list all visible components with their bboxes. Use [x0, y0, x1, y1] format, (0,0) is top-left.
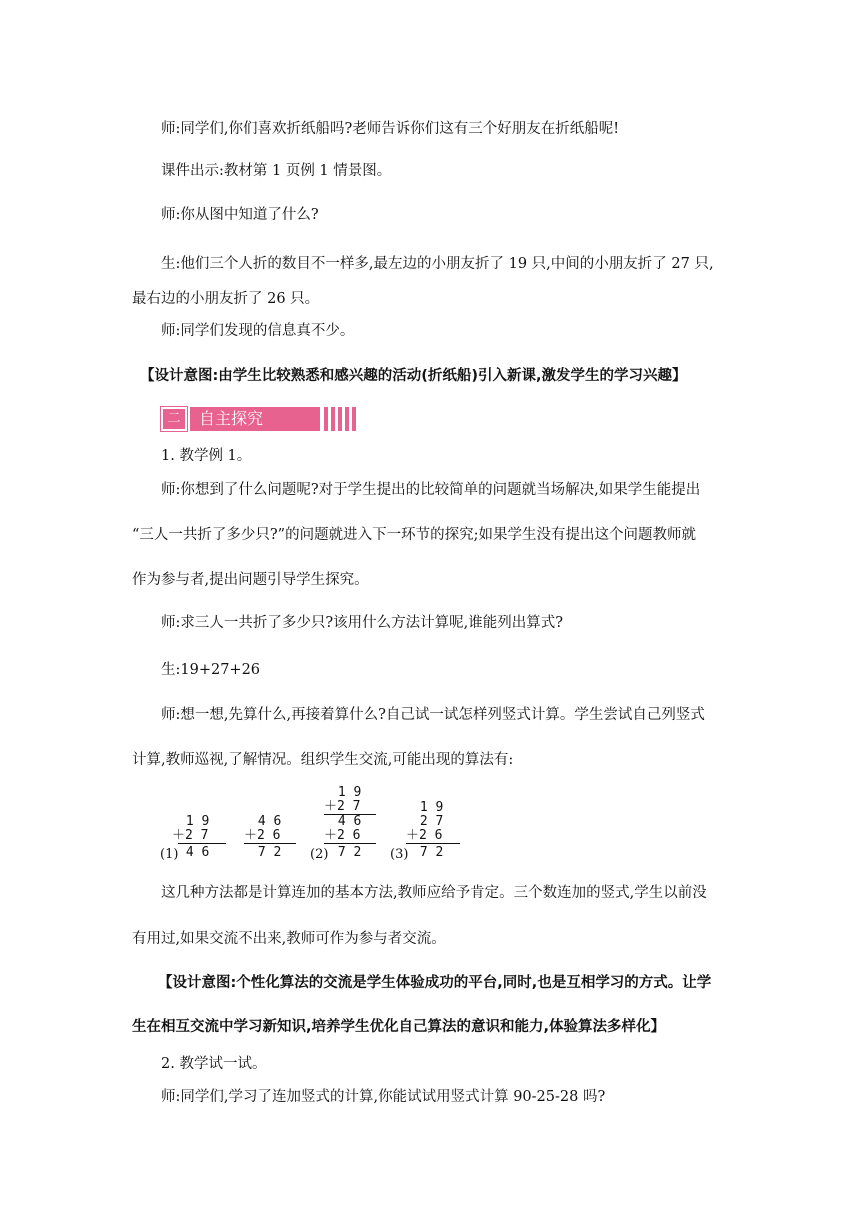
- banner-stripe: [345, 407, 349, 431]
- paragraph-7b: “三人一共折了多少只?”的问题就进入下一环节的探究;如果学生没有提出这个问题教师就: [132, 527, 696, 543]
- calc-rule: [178, 843, 226, 844]
- calc-result: 7 2: [412, 845, 444, 860]
- calc-rule: [244, 843, 296, 844]
- calc-line: ＋2 7: [172, 828, 209, 843]
- paragraph-13: 师:同学们,学习了连加竖式的计算,你能试试用竖式计算 90-25-28 吗?: [161, 1089, 606, 1105]
- calc-label: (3): [390, 847, 409, 862]
- banner-stripe: [331, 407, 335, 431]
- paragraph-4a: 生:他们三个人折的数目不一样多,最左边的小朋友折了 19 只,中间的小朋友折了 27 只,: [161, 256, 714, 272]
- calc-line: 1 9: [178, 814, 210, 829]
- calc-result: 4 6: [330, 814, 362, 829]
- paragraph-5: 师:同学们发现的信息真不少。: [161, 323, 355, 339]
- paragraph-11a: 这几种方法都是计算连加的基本方法,教师应给予肯定。三个数连加的竖式,学生以前没: [161, 885, 707, 901]
- paragraph-1: 师:同学们,你们喜欢折纸船吗?老师告诉你们这有三个好朋友在折纸船呢!: [161, 121, 620, 137]
- paragraph-11b: 有用过,如果交流不出来,教师可作为参与者交流。: [132, 931, 446, 947]
- section-number: 二: [161, 407, 187, 431]
- banner-stripe: [352, 407, 356, 431]
- paragraph-12: 2. 教学试一试。: [161, 1056, 267, 1072]
- calc-line: ＋2 7: [324, 799, 361, 814]
- paragraph-6: 1. 教学例 1。: [161, 448, 252, 464]
- paragraph-8: 师:求三人一共折了多少只?该用什么方法计算呢,谁能列出算式?: [161, 615, 564, 631]
- banner-stripe: [338, 407, 342, 431]
- paragraph-2: 课件出示:教材第 1 页例 1 情景图。: [161, 163, 392, 179]
- paragraph-9: 生:19+27+26: [161, 662, 261, 678]
- calc-result: 4 6: [178, 845, 210, 860]
- design-intent-2a: 【设计意图:个性化算法的交流是学生体验成功的平台,同时,也是互相学习的方式。让学: [158, 975, 712, 991]
- calc-rule: [324, 843, 376, 844]
- calc-label: (1): [160, 847, 179, 862]
- banner-stripe: [324, 407, 328, 431]
- calc-line: ＋2 6: [324, 828, 361, 843]
- calc-label: (2): [310, 847, 329, 862]
- calc-line: ＋2 6: [244, 828, 281, 843]
- calc-line: 2 7: [412, 814, 444, 829]
- design-intent-1: 【设计意图:由学生比较熟悉和感兴趣的活动(折纸船)引入新课,激发学生的学习兴趣】: [140, 368, 687, 384]
- section-title: 自主探究: [199, 409, 264, 428]
- calc-line: ＋2 6: [406, 828, 443, 843]
- calc-line: 4 6: [250, 814, 282, 829]
- calc-result: 7 2: [330, 845, 362, 860]
- paragraph-10a: 师:想一想,先算什么,再接着算什么?自己试一试怎样列竖式计算。学生尝试自己列竖式: [161, 707, 705, 723]
- paragraph-7a: 师:你想到了什么问题呢?对于学生提出的比较简单的问题就当场解决,如果学生能提出: [161, 482, 701, 498]
- paragraph-3: 师:你从图中知道了什么?: [161, 207, 319, 223]
- calc-line: 1 9: [412, 800, 444, 815]
- paragraph-4b: 最右边的小朋友折了 26 只。: [132, 291, 320, 307]
- paragraph-10b: 计算,教师巡视,了解情况。组织学生交流,可能出现的算法有:: [132, 752, 514, 768]
- paragraph-7c: 作为参与者,提出问题引导学生探究。: [132, 572, 369, 588]
- design-intent-2b: 生在相互交流中学习新知识,培养学生优化自己算法的意识和能力,体验算法多样化】: [132, 1019, 666, 1035]
- calc-rule: [406, 843, 460, 844]
- calc-result: 7 2: [250, 845, 282, 860]
- section-banner: [161, 407, 361, 431]
- calc-line: 1 9: [330, 785, 362, 800]
